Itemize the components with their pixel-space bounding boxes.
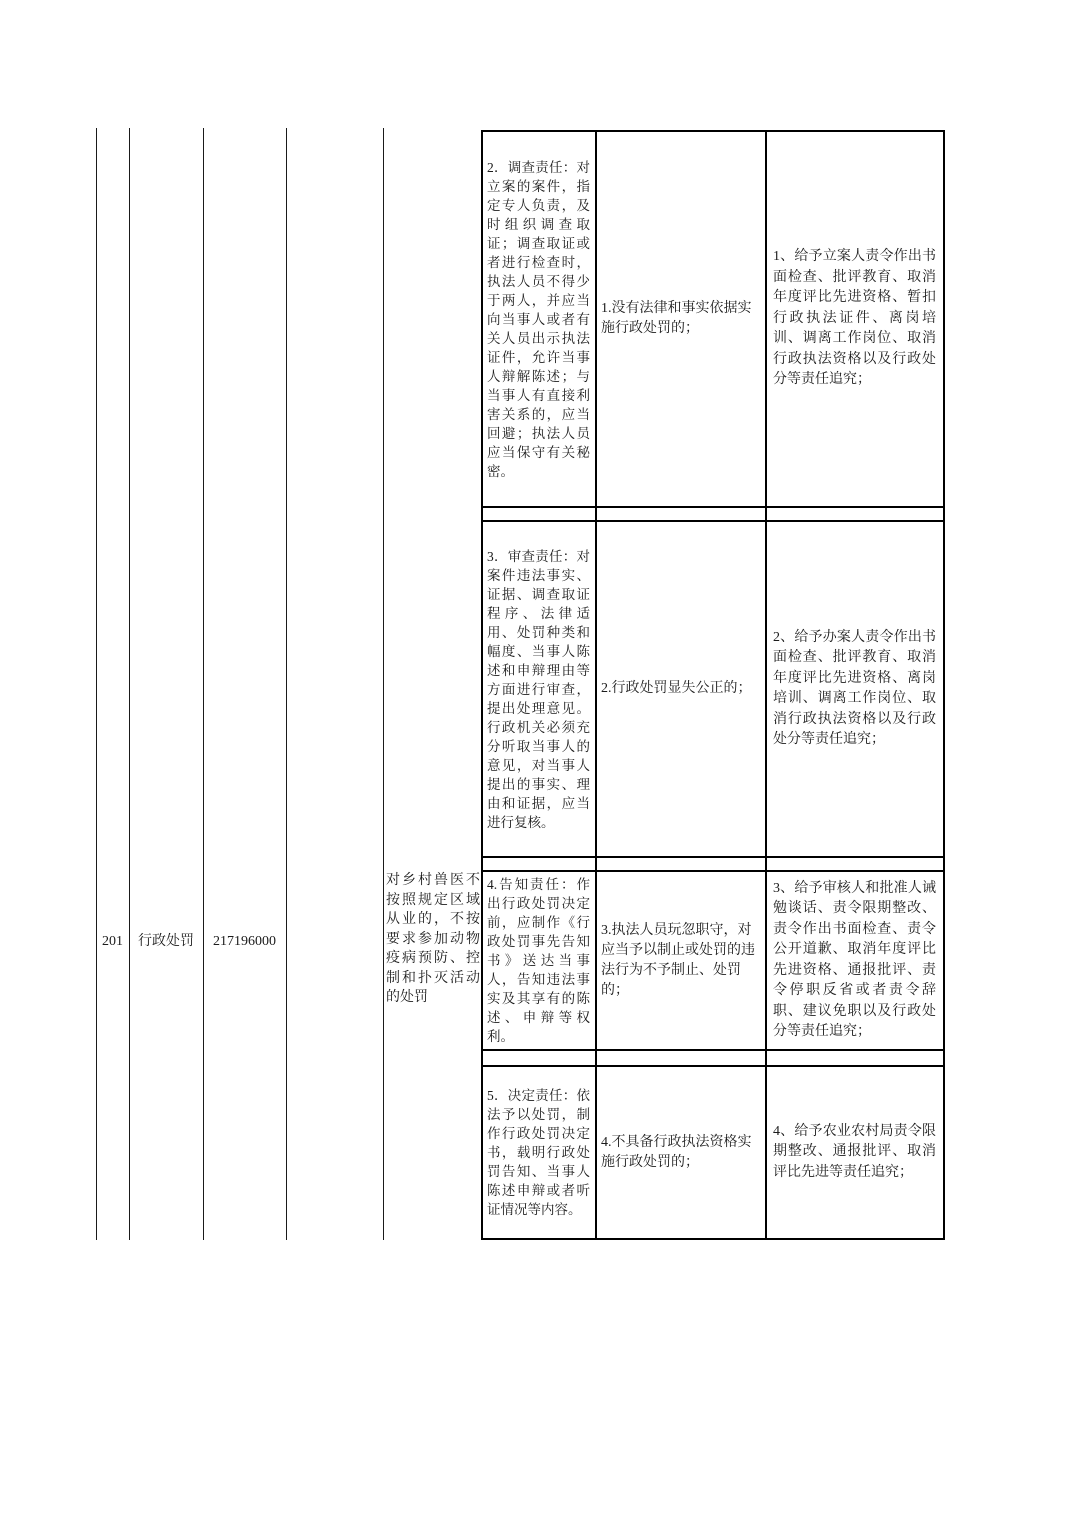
duty-cell: 5．决定责任：依法予以处罚，制作行政处罚决定书，载明行政处罚告知、当事人陈述申辩或者听证情况等内容。 bbox=[487, 1088, 590, 1217]
column-rule bbox=[96, 128, 97, 1240]
duty-cell: 2．调查责任：对立案的案件，指定专人负责，及时组织调查取证；调查取证或者进行检查时，执法人员不得少于两人，并应当向当事人或者有关人员出示执法证件，允许当事人辩解陈述；与当事人有直接利害关系的，应当回避；执法人员应当保守有关秘密。 bbox=[487, 159, 590, 479]
power-code-cell: 217196000 bbox=[213, 934, 276, 949]
accountability-cell: 2、给予办案人责令作出书面检查、批评教育、取消年度评比先进资格、离岗培训、调离工作岗位、取消行政执法资格以及行政处分等责任追究； bbox=[773, 629, 936, 747]
accountability-cell: 4、给予农业农村局责令限期整改、通报批评、取消评比先进等责任追究； bbox=[773, 1123, 936, 1180]
accountability-cell: 3、给予审核人和批准人诫勉谈话、责令限期整改、责令作出书面检查、责令公开道歉、取消年度评比先进资格、通报批评、责令停职反省或者责令辞职、建议免职以及行政处分等责任追究； bbox=[773, 880, 936, 1039]
column-rule bbox=[286, 128, 287, 1240]
responsibility-table bbox=[481, 130, 945, 1240]
table-row bbox=[481, 870, 945, 1051]
column-rule bbox=[383, 128, 384, 1240]
column-rule bbox=[129, 128, 130, 1240]
table-row bbox=[481, 1065, 945, 1240]
situation-cell: 2.行政处罚显失公正的； bbox=[601, 681, 752, 696]
power-type-cell: 行政处罚 bbox=[138, 934, 194, 949]
table-row bbox=[481, 520, 945, 858]
duty-cell: 3．审查责任：对案件违法事实、证据、调查取证程序、法律适用、处罚种类和幅度、当事人陈述和申辩理由等方面进行审查，提出处理意见。行政机关必须充分听取当事人的意见，对当事人提出的事实、理由和证据，应当进行复核。 bbox=[487, 548, 590, 830]
accountability-cell: 1、给予立案人责令作出书面检查、批评教育、取消年度评比先进资格、暂扣行政执法证件、离岗培训、调离工作岗位、取消行政执法资格以及行政处分等责任追究； bbox=[773, 249, 936, 388]
seq-number-cell: 201 bbox=[102, 934, 123, 949]
column-rule bbox=[203, 128, 204, 1240]
duty-cell: 4.告知责任：作出行政处罚决定前，应制作《行政处罚事先告知书》送达当事人，告知违法事实及其享有的陈述、申辩等权利。 bbox=[487, 877, 590, 1044]
table-row bbox=[481, 130, 945, 508]
situation-cell: 3.执法人员玩忽职守，对应当予以制止或处罚的违法行为不予制止、处罚的； bbox=[601, 922, 755, 998]
situation-cell: 1.没有法律和事实依据实施行政处罚的； bbox=[601, 301, 752, 336]
situation-cell: 4.不具备行政执法资格实施行政处罚的； bbox=[601, 1134, 752, 1170]
power-name-cell: 对乡村兽医不按照规定区域从业的，不按要求参加动物疫病预防、控制和扑灭活动的处罚 bbox=[386, 873, 480, 1005]
